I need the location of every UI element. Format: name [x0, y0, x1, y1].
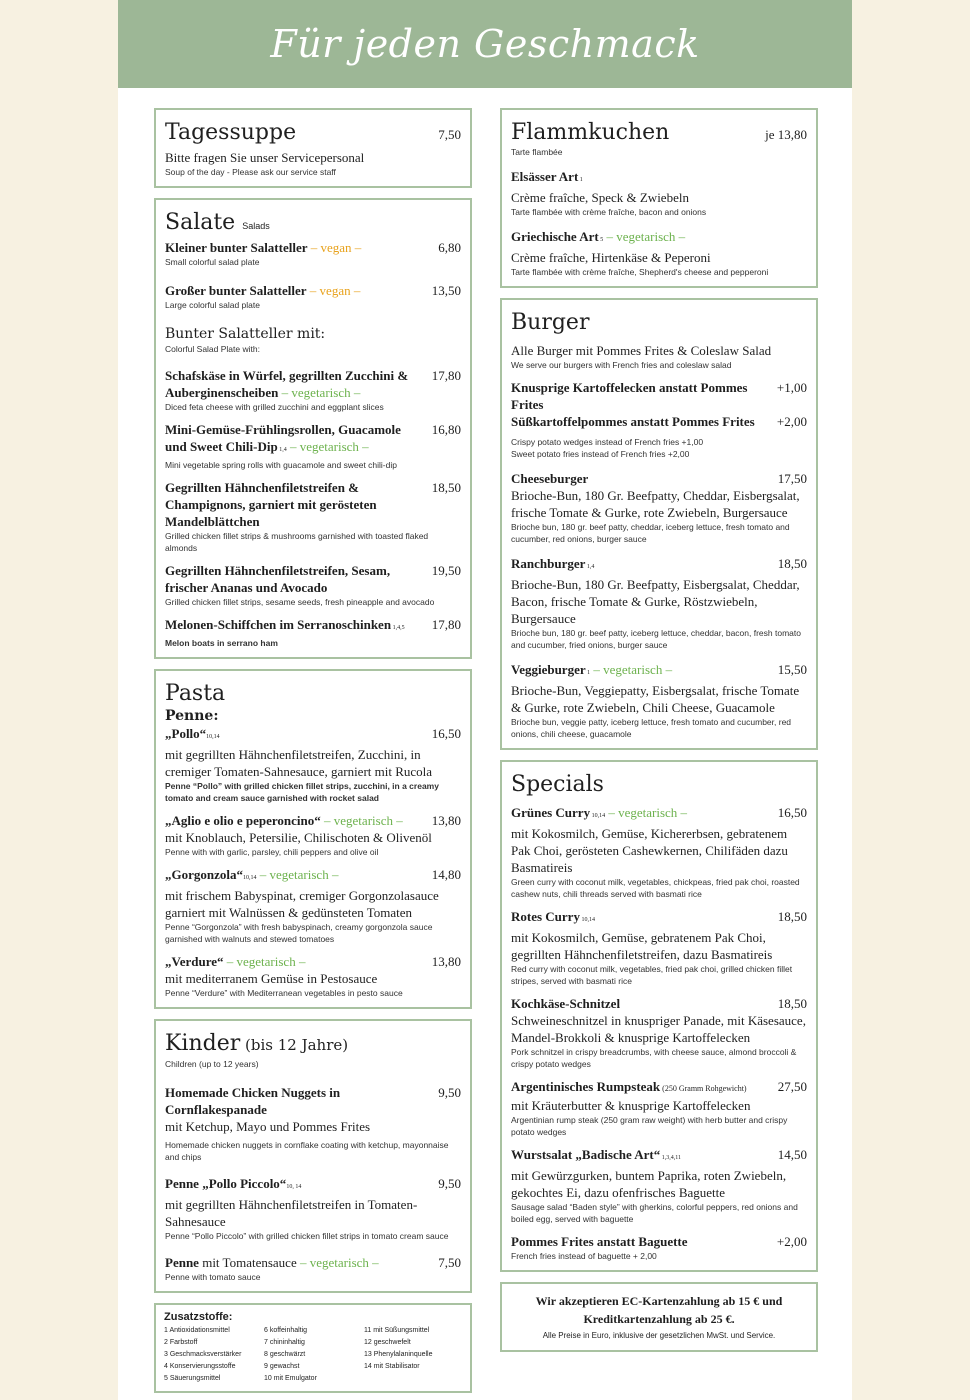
left-column [154, 108, 472, 1393]
burger-section: Burger Alle Burger mit Pommes Frites & Coleslaw Salad We serve our burgers with French fries and coleslaw salad Knusprige Kartoffelecken anstatt Pommes Frites +1,00 Süßkartoffelpommes anstatt Pommes Frites +2,00 Crispy potato wedges instead of French fries +1,00 Sweet potato fries instead of French fries +2,00 Cheeseburger 17,50 Brioche-Bun, 180 Gr. Beefpatty, Cheddar, Eisbergsalat, frische Tomate & Gurke, rote Zwiebeln, Burgersauce Brioche bun, 180 gr. beef patty, cheddar, iceberg lettuce, fresh tomato and cucumber, red onions, burger sauce Ranchburger 1,4 18,50 Brioche-Bun, 180 Gr. Beefpatty, Eisbergsalat, Cheddar, Bacon, frische Tomate & Gurke, Röstzwiebeln, Burgersauce Brioche bun, 180 gr. beef patty, iceberg lettuce, cheddar, bacon, fresh tomato and cucumber, fried onions, burger sauce Veggieburger 1 – vegetarisch – 15,50 Brioche-Bun, Veggiepatty, Eisbergsalat, frische Tomate & Gurke, rote Zwiebeln, Chili Cheese, Guacamole Brioche bun, veggie patty, iceberg lettuce, fresh tomato and cucumber, red onions, chili cheese, guacamole [500, 298, 818, 750]
flammkuchen-section: Flammkuchen je 13,80 Tarte flambée Elsässer Art 1 Crème fraîche, Speck & Zwiebeln Tarte flambée with crème fraîche, bacon and onions Griechische Art 5 – vegetarisch – Crème fraîche, Hirtenkäse & Peperoni Tarte flambée with crème fraîche, Shepherd's cheese and pepperoni [500, 108, 818, 288]
menu-item: Gegrillten Hähnchenfiletstreifen & Champignons, garniert mit gerösteten Mandelblättchen 18,50 Grilled chicken fillet strips & mushrooms garnished with toasted flaked almonds [165, 480, 461, 553]
section-title: Specials [511, 772, 604, 797]
pasta-section: Pasta Penne: „Pollo“10,14 16,50 mit gegrillten Hähnchenfiletstreifen, Zucchini, in cremiger Tomaten-Sahnesauce, garniert mit Rucola Penne “Pollo” with grilled chicken fillet strips, zucchini, in a creamy tomato and cream sauce garnished with rocket salad „Aglio e olio e peperoncino“ – vegetarisch – 13,80 mit Knoblauch, Petersilie, Chilischoten & Olivenöl Penne with with garlic, parsley, chili peppers and olive oil „Gorgonzola“10,14 – vegetarisch – 14,80 mit frischem Babyspinat, cremiger Gorgonzolasauce garniert mit Walnüssen & gedünsteten Tomaten Penne “Gorgonzola” with fresh babyspinach, creamy gorgonzola sauce garnished with walnuts and stewed tomatoes „Verdure“ – vegetarisch – 13,80 mit mediterranem Gemüse in Pestosauce Penne “Verdure” with Mediterranean vegetables in pesto sauce [154, 669, 472, 1009]
menu-item: Argentinisches Rumpsteak (250 Gramm Rohgewicht) 27,50 mit Kräuterbutter & knusprige Kartoffelecken Argentinian rump steak (250 gram raw weight) with herb butter and crispy potato wedges [511, 1079, 807, 1137]
right-column [500, 108, 818, 1352]
menu-item: Penne „Pollo Piccolo“10, 14 9,50 mit gegrillten Hähnchenfiletstreifen in Tomaten-Sahnesauce Penne “Pollo Piccolo” with grilled chicken fillet strips in tomato cream sauce [165, 1176, 461, 1241]
menu-item: Grünes Curry 10,14 – vegetarisch – 16,50 mit Kokosmilch, Gemüse, Kichererbsen, gebratenem Pak Choi, gerösteten Cashewkernen, Chilifäden dazu Basmatireis Green curry with coconut milk, vegetables, chickpeas, fried pak choi, roasted cashew nuts, chili threads served with basmati rice [511, 805, 807, 899]
menu-item: Veggieburger 1 – vegetarisch – 15,50 Brioche-Bun, Veggiepatty, Eisbergsalat, frische Tomate & Gurke, rote Zwiebeln, Chili Cheese, Guacamole Brioche bun, veggie patty, iceberg lettuce, fresh tomato and cucumber, red onions, chili cheese, guacamole [511, 662, 807, 739]
menu-item: Homemade Chicken Nuggets in Cornflakespanade 9,50 mit Ketchup, Mayo und Pommes Frites Homemade chicken nuggets in cornflake coating with ketchup, mayonnaise and chips [165, 1085, 461, 1162]
specials-section [500, 760, 818, 1272]
menu-item: Gegrillten Hähnchenfiletstreifen, Sesam, frischer Ananas und Avocado 19,50 Grilled chicken fillet strips, sesame seeds, fresh pineapple and avocado [165, 563, 461, 607]
menu-item: Elsässer Art 1 Crème fraîche, Speck & Zwiebeln Tarte flambée with crème fraîche, bacon and onions [511, 169, 707, 217]
menu-item: Kochkäse-Schnitzel 18,50 Schweineschnitzel in knuspriger Panade, mit Käsesauce, Mandel-Brokkoli & knusprige Kartoffelecken Pork schnitzel in crispy breadcrumbs, with cheese sauce, almond broccoli & crispy potato wedges [511, 996, 807, 1069]
menu-item: „Verdure“ – vegetarisch – 13,80 mit mediterranem Gemüse in Pestosauce Penne “Verdure” with Mediterranean vegetables in pesto sauce [165, 954, 461, 998]
section-title: Pasta [165, 681, 226, 706]
additives-legend: Zusatzstoffe: 1 Antioxidationsmittel 6 koffeinhaltig 11 mit Süßungsmittel 2 Farbstoff 7 chininhaltig 12 geschwefelt 3 Geschmacksverstärker 8 geschwärzt 13 Phenylalaninquelle 4 Konservierungsstoffe 9 gewachst 14 mit Stabilisator 5 Säuerungsmittel 10 mit Emulgator [154, 1303, 472, 1393]
menu-item: „Aglio e olio e peperoncino“ – vegetarisch – 13,80 mit Knoblauch, Petersilie, Chilischoten & Olivenöl Penne with with garlic, parsley, chili peppers and olive oil [165, 813, 461, 857]
menu-item: Cheeseburger 17,50 Brioche-Bun, 180 Gr. Beefpatty, Cheddar, Eisbergsalat, frische Tomate & Gurke, rote Zwiebeln, Burgersauce Brioche bun, 180 gr. beef patty, cheddar, iceberg lettuce, fresh tomato and cucumber, red onions, burger sauce [511, 471, 807, 544]
item-sub: Soup of the day - Please ask our service staff [165, 167, 336, 177]
menu-item: „Pollo“10,14 16,50 mit gegrillten Hähnchenfiletstreifen, Zucchini, in cremiger Tomaten-Sahnesauce, garniert mit Rucola Penne “Pollo” with grilled chicken fillet strips, zucchini, in a creamy tomato and cream sauce garnished with rocket salad [165, 726, 461, 803]
menu-page [118, 0, 852, 1400]
menu-title: Für jeden Geschmack [270, 22, 700, 66]
menu-item: Griechische Art 5 – vegetarisch – Crème fraîche, Hirtenkäse & Peperoni Tarte flambée with crème fraîche, Shepherd's cheese and pepperoni [511, 229, 769, 277]
section-title: Flammkuchen [511, 120, 670, 145]
menu-item: Wurstsalat „Badische Art“ 1,3,4,11 14,50 mit Gewürzgurken, buntem Paprika, roten Zwiebeln, gekochtes Ei, dazu ofenfrisches Baguette Sausage salad “Baden style” with gherkins, colorful peppers, red onions and boiled egg, served with baguette [511, 1147, 807, 1224]
section-title: Burger [511, 310, 590, 335]
payment-info: Wir akzeptieren EC-Kartenzahlung ab 15 € und Kreditkartenzahlung ab 25 €. Alle Preise in Euro, inklusive der gesetzlichen MwSt. und Service. [500, 1282, 818, 1352]
item-desc: Bitte fragen Sie unser Servicepersonal [165, 150, 365, 165]
menu-item: Rotes Curry 10,14 18,50 mit Kokosmilch, Gemüse, gebratenem Pak Choi, gegrillten Hähnchenfiletstreifen, dazu Basmatireis Red curry with coconut milk, vegetables, fried pak choi, grilled chicken fillet stripes, served with basmati rice [511, 909, 807, 986]
salate-section: Salate Salads Kleiner bunter Salatteller – vegan – 6,80 Small colorful salad plate Großer bunter Salatteller – vegan – 13,50 Large colorful salad plate Bunter Salatteller mit: Colorful Salad Plate with: Schafskäse in Würfel, gegrillten Zucchini & Auberginenscheiben – vegetarisch – 17,80 Diced feta cheese with grilled zucchini and eggplant slices Mini-Gemüse-Frühlingsrollen, Guacamole und Sweet Chili-Dip 1,4 – vegetarisch – 16,80 Mini vegetable spring rolls with guacamole and sweet chili-dip Gegrillten Hähnchenfiletstreifen & Champignons, garniert mit gerösteten Mandelblättchen 18,50 Grilled chicken fillet strips & mushrooms garnished with toasted flaked almonds Gegrillten Hähnchenfiletstreifen, Sesam, frischer Ananas und Avocado 19,50 Grilled chicken fillet strips, sesame seeds, fresh pineapple and avocado Melonen-Schiffchen im Serranoschinken 1,4,5 17,80 Melon boats in serrano ham [154, 198, 472, 659]
menu-item: „Gorgonzola“10,14 – vegetarisch – 14,80 mit frischem Babyspinat, cremiger Gorgonzolasauce garniert mit Walnüssen & gedünsteten Tomaten Penne “Gorgonzola” with fresh babyspinach, creamy gorgonzola sauce garnished with walnuts and stewed tomatoes [165, 867, 461, 944]
menu-item: Großer bunter Salatteller – vegan – 13,50 Large colorful salad plate [165, 283, 461, 310]
menu-header [118, 0, 852, 88]
tagessuppe-section [154, 108, 472, 188]
section-title: Tagessuppe [165, 120, 297, 145]
menu-item: Melonen-Schiffchen im Serranoschinken 1,4,5 17,80 Melon boats in serrano ham [165, 617, 461, 648]
item-price: 7,50 [438, 127, 461, 142]
subsection-title: Bunter Salatteller mit: [165, 326, 326, 342]
menu-item: Mini-Gemüse-Frühlingsrollen, Guacamole und Sweet Chili-Dip 1,4 – vegetarisch – 16,80 Mini vegetable spring rolls with guacamole and sweet chili-dip [165, 422, 461, 470]
section-title: Salate Salads [165, 210, 270, 235]
menu-item: Schafskäse in Würfel, gegrillten Zucchini & Auberginenscheiben – vegetarisch – 17,80 Diced feta cheese with grilled zucchini and eggplant slices [165, 368, 461, 412]
kinder-section: Kinder (bis 12 Jahre) Children (up to 12 years) Homemade Chicken Nuggets in Cornflakespanade 9,50 mit Ketchup, Mayo und Pommes Frites Homemade chicken nuggets in cornflake coating with ketchup, mayonnaise and chips Penne „Pollo Piccolo“10, 14 9,50 mit gegrillten Hähnchenfiletstreifen in Tomaten-Sahnesauce Penne “Pollo Piccolo” with grilled chicken fillet strips in tomato cream sauce Penne mit Tomatensauce – vegetarisch – 7,50 Penne with tomato sauce [154, 1019, 472, 1293]
section-title: Kinder (bis 12 Jahre) [165, 1031, 349, 1056]
menu-item: Ranchburger 1,4 18,50 Brioche-Bun, 180 Gr. Beefpatty, Eisbergsalat, Cheddar, Bacon, frische Tomate & Gurke, Röstzwiebeln, Burgersauce Brioche bun, 180 gr. beef patty, iceberg lettuce, cheddar, bacon, fresh tomato and cucumber, fried onions, burger sauce [511, 556, 807, 650]
menu-item: Penne mit Tomatensauce – vegetarisch – 7,50 Penne with tomato sauce [165, 1255, 461, 1282]
menu-item: Kleiner bunter Salatteller – vegan – 6,80 Small colorful salad plate [165, 240, 461, 267]
menu-item: Pommes Frites anstatt Baguette +2,00 French fries instead of baguette + 2,00 [511, 1234, 807, 1261]
